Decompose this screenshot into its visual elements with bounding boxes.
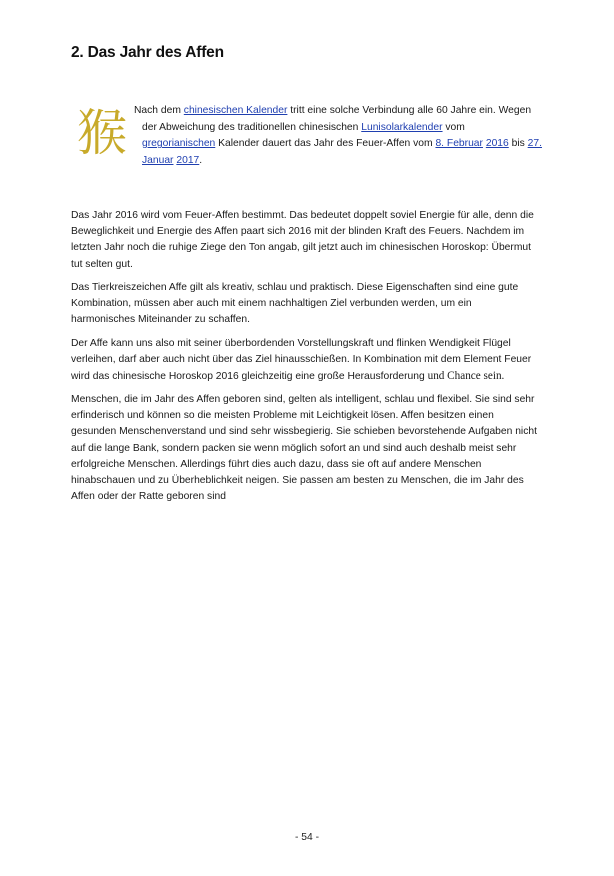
page-number: - 54 - (294, 832, 320, 843)
link-lunisolarkalender[interactable]: Lunisolarkalender (361, 121, 443, 133)
text-line: Beweglichkeit und Energie des Affen paart sich 2016 mit der blinden Kraft des Feuers. Nachdem im (71, 226, 525, 238)
text-line: harmonisches Miteinander zu schaffen. (71, 314, 250, 326)
text-line: gesunden Menschenverstand und sind sehr wissbegierig. Sie schieben bevorstehende Aufgaben nicht (71, 426, 537, 438)
link-27[interactable]: 27. (527, 138, 542, 150)
link-8-februar[interactable]: 8. Februar (435, 138, 483, 150)
text-line: Das Jahr 2016 wird vom Feuer-Affen bestimmt. Das bedeutet doppelt soviel Energie für alle, denn die (71, 210, 534, 221)
intro-line: Januar 2017. (142, 154, 203, 166)
text-line: Affen oder der Ratte geboren sind (71, 491, 226, 503)
intro-line: der Abweichung des traditionellen chinesischen Lunisolarkalender vom (142, 121, 465, 133)
intro-line: gregorianischen Kalender dauert das Jahr des Feuer-Affen vom 8. Februar 2016 bis 27. (142, 138, 542, 150)
intro-line: Nach dem chinesischen Kalender tritt eine solche Verbindung alle 60 Jahre ein. Wegen (134, 105, 532, 116)
link-januar[interactable]: Januar (142, 154, 174, 166)
link-2017[interactable]: 2017 (176, 154, 200, 166)
paragraph-menschen (71, 392, 551, 505)
intro-paragraph (134, 103, 554, 169)
text-line: verleihen, darf aber auch nicht über das Ziel hinausschießen. In Kombination mit dem Element Feuer (71, 354, 532, 366)
text-line: letzten Jahr noch die ruhige Ziege den Ton angab, gilt jetzt auch im chinesischen Horoskop: Übermut (71, 242, 532, 254)
text-line: wird das chinesische Horoskop 2016 gleichzeitig eine große Herausforderung und Chance sein. (71, 370, 505, 383)
section-heading: 2. Das Jahr des Affen (71, 44, 224, 61)
text-line: Der Affe kann uns also mit seiner überbordenden Vorstellungskraft und flinken Wendigkeit Flügel (71, 338, 511, 349)
text-line: erfinderisch und können so die meisten Probleme mit Leichtigkeit lösen. Affen besitzen einen (71, 410, 494, 422)
text-line: auf die lange Bank, sondern packen sie wenn möglich sofort an und sind auch deshalb meist sehr (71, 442, 517, 454)
text-line: Menschen, die im Jahr des Affen geboren sind, gelten als intelligent, schlau und flexibel. Sie sind sehr (71, 394, 535, 405)
text-line: Das Tierkreiszeichen Affe gilt als kreativ, schlau und praktisch. Diese Eigenschaften sind eine gute (71, 282, 519, 293)
link-chinesischer-kalender[interactable]: chinesischen Kalender (183, 105, 288, 116)
text-line: hinabschauen und zu Überheblichkeit neigen. Sie passen am besten zu Menschen, die im Jahr des (71, 475, 524, 487)
text-line: tut selten gut. (71, 258, 133, 270)
text-line: erfolgreiche Menschen. Allerdings führt dies auch dazu, dass sie oft auf andere Menschen (71, 458, 482, 470)
text-line: Kombination, müssen aber auch mit einem nachhaltigen Ziel verbunden werden, um ein (71, 298, 472, 310)
link-gregorianischer-kalender[interactable]: gregorianischen (142, 138, 216, 150)
paragraph-vorstellungskraft (71, 336, 551, 386)
paragraph-tierkreiszeichen (71, 280, 551, 329)
link-2016[interactable]: 2016 (485, 138, 509, 150)
monkey-character-icon: 猴 (77, 104, 127, 162)
paragraph-feuer-affe (71, 208, 551, 273)
